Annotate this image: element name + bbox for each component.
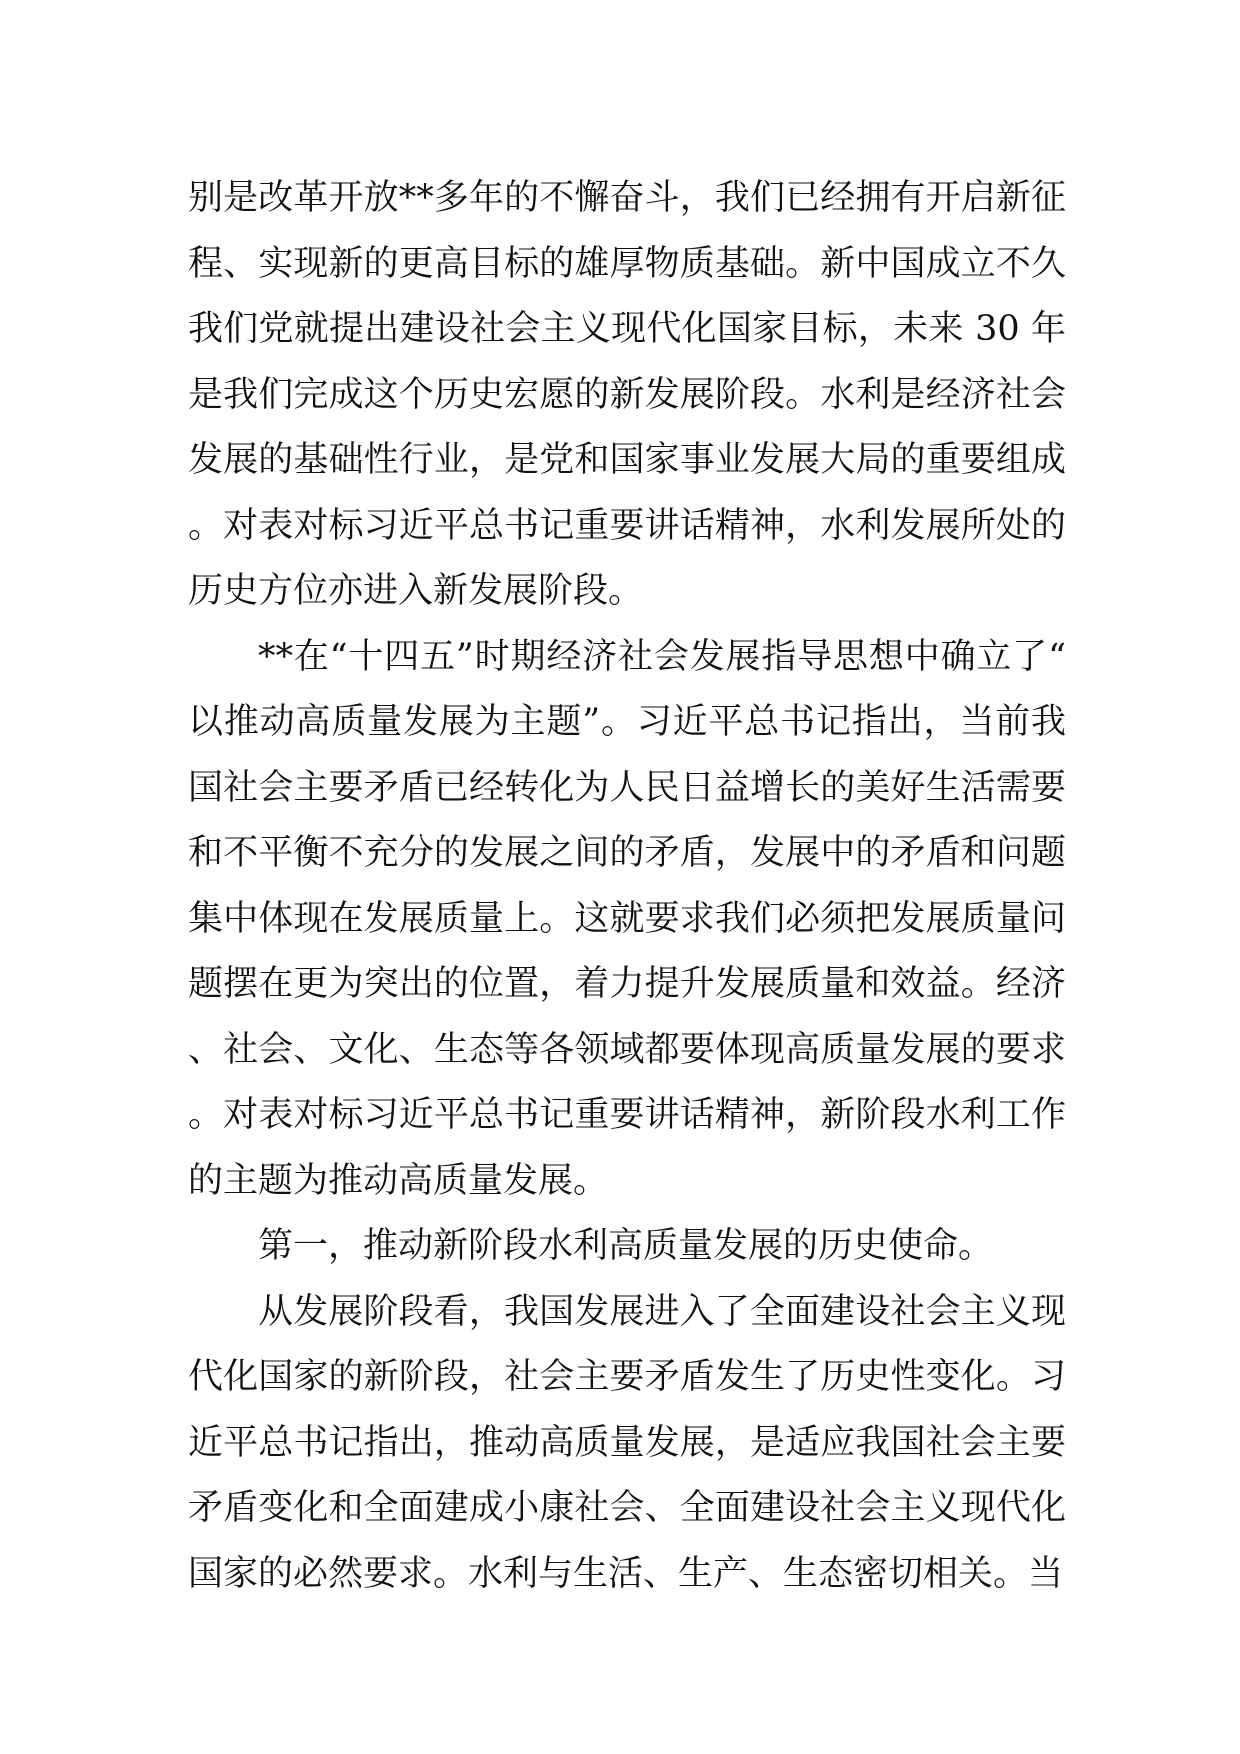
paragraph-development-stage: 从发展阶段看，我国发展进入了全面建设社会主义现代化国家的新阶段，社会主要矛盾发生了历史性变化。习近平总书记指出，推动高质量发展，是适应我国社会主要矛盾变化和全面建成小康社会、全面建设社会主义现代化国家的必然要求。水利与生活、生产、生态密切相关。当 bbox=[188, 1291, 1066, 1594]
paragraph-high-quality-theme: **在“十四五”时期经济社会发展指导思想中确立了“以推动高质量发展为主题”。习近平总书记指出，当前我国社会主要矛盾已经转化为人民日益增长的美好生活需要和不平衡不充分的发展之间的矛盾，发展中的矛盾和问题集中体现在发展质量上。这就要求我们必须把发展质量问题摆在更为突出的位置，着力提升发展质量和效益。经济、社会、文化、生态等各领域都要体现高质量发展的要求。对表对标习近平总书记重要讲话精神，新阶段水利工作的主题为推动高质量发展。 bbox=[188, 636, 1066, 1201]
section-heading-first: 第一，推动新阶段水利高质量发展的历史使命。 bbox=[258, 1226, 994, 1266]
paragraph-continuation: 别是改革开放**多年的不懈奋斗，我们已经拥有开启新征程、实现新的更高目标的雄厚物质基础。新中国成立不久我们党就提出建设社会主义现代化国家目标，未来 30 年是我们完成这个历史宏愿的新发展阶段。水利是经济社会发展的基础性行业，是党和国家事业发展大局的重要组成。对表对标习近平总书记重要讲话精神，水利发展所处的历史方位亦进入新发展阶段。 bbox=[188, 178, 1066, 611]
document-body bbox=[188, 166, 1066, 1607]
